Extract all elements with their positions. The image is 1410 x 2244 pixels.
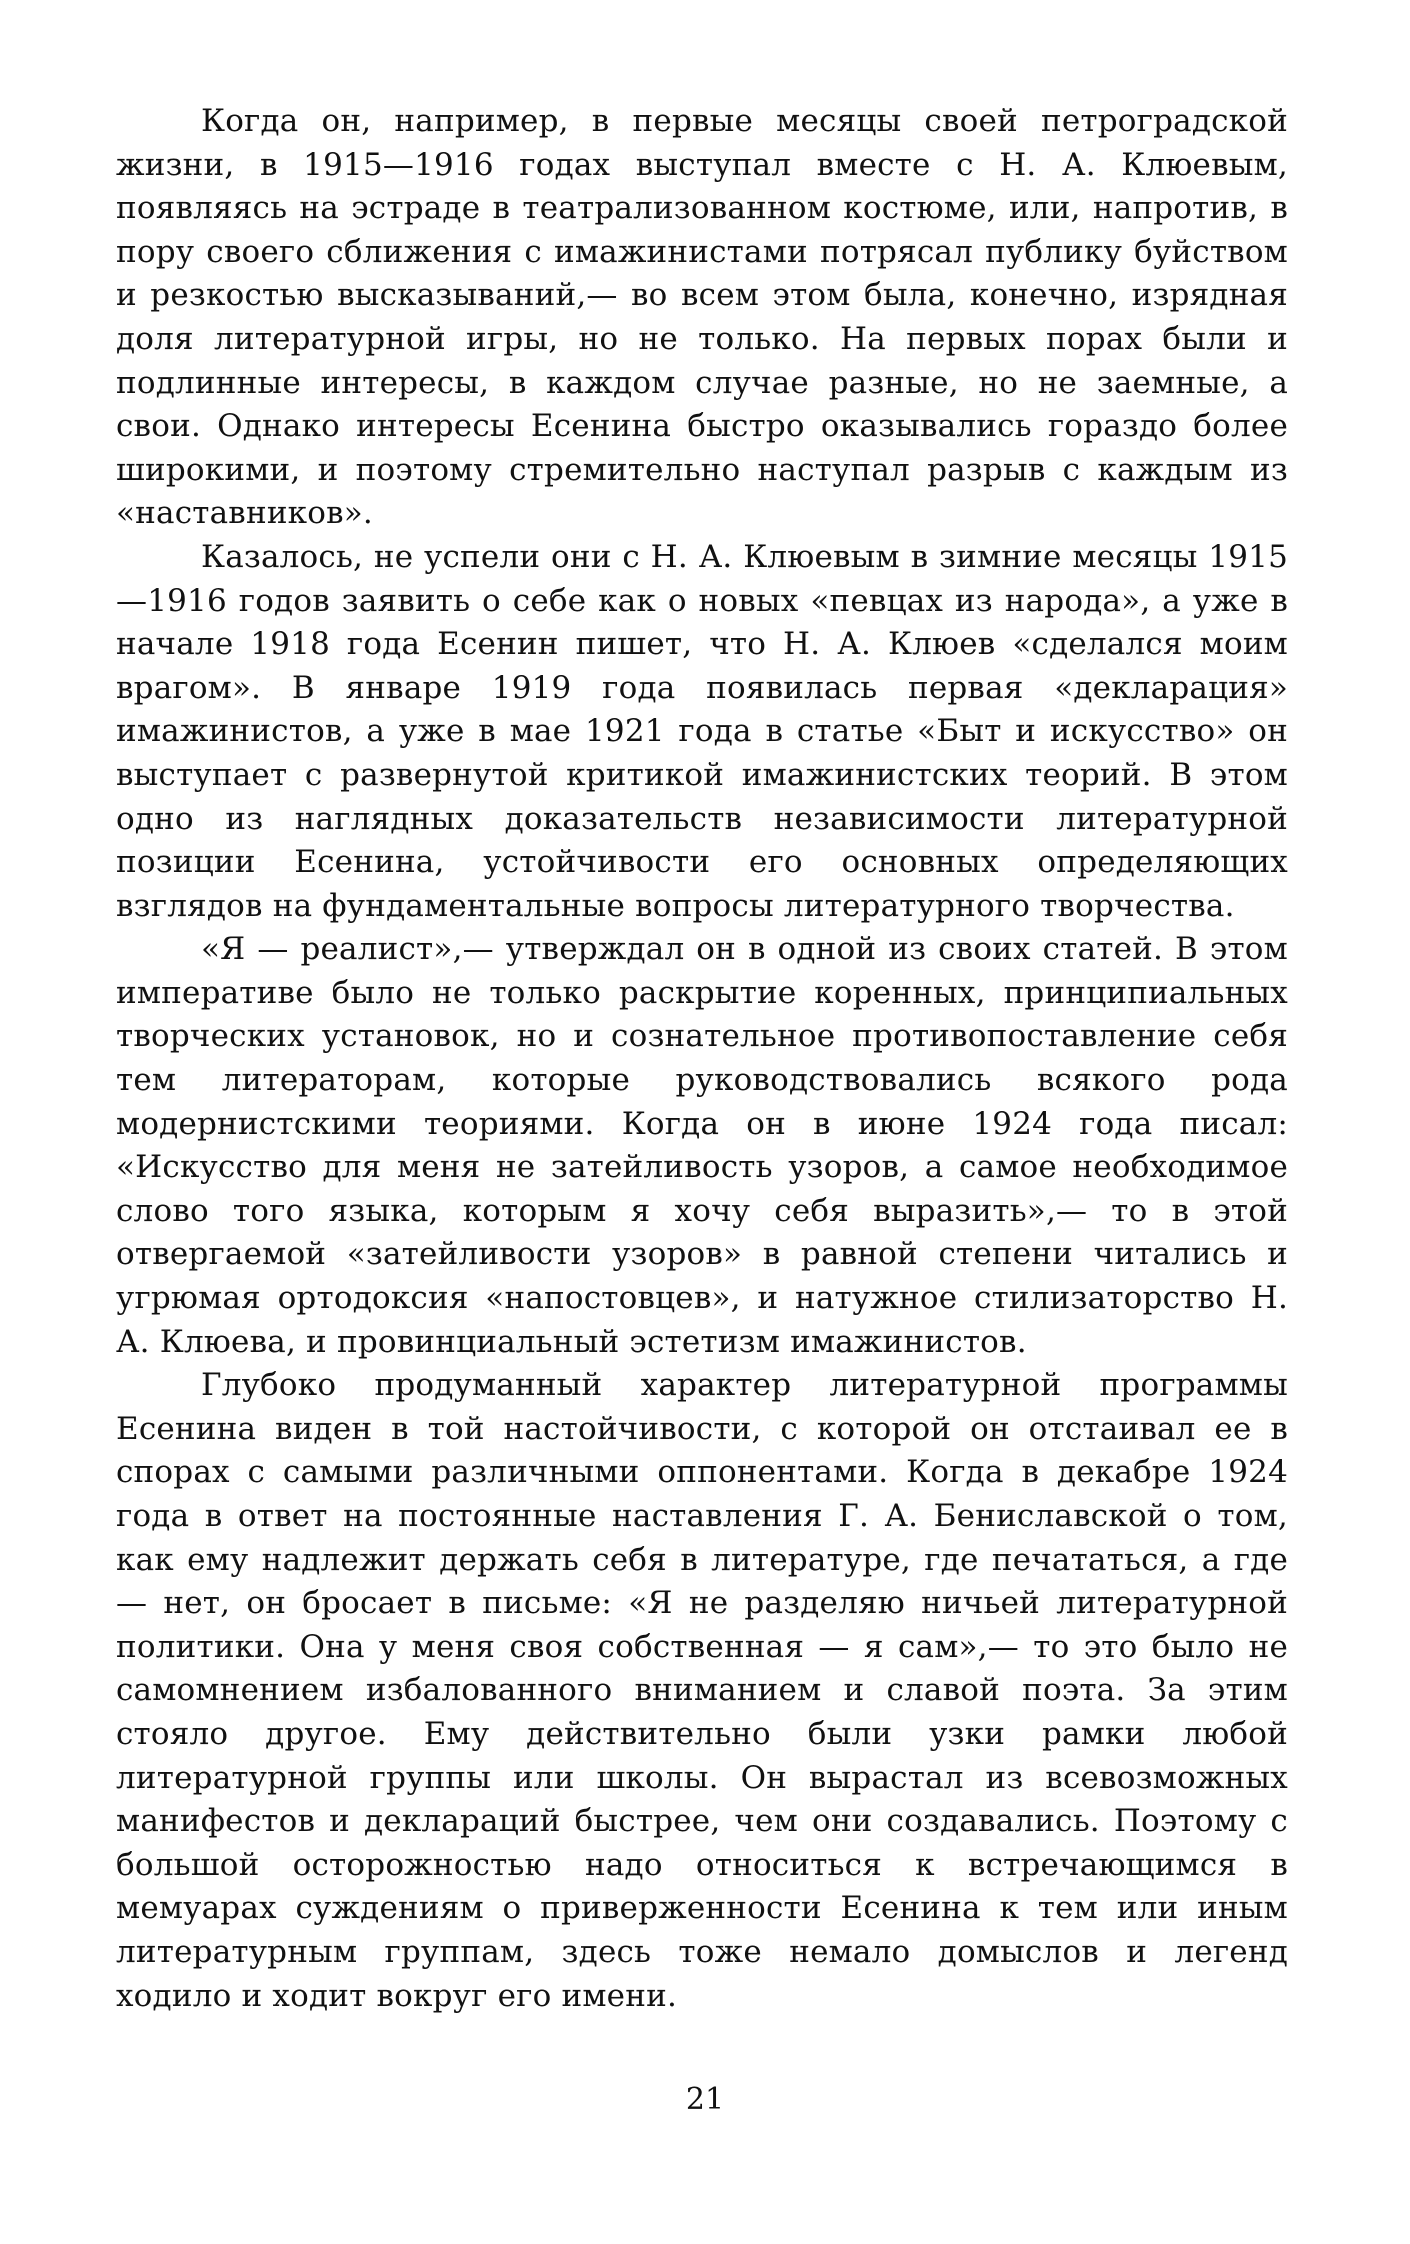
paragraph-3: «Я — реалист»,— утверждал он в одной из своих статей. В этом императиве было не только раскрытие коренных, принципиальных творческих установок, но и сознательное противопоставление себя тем литераторам, которые руководствовались всякого рода модернистскими теориями. Когда он в июне 1924 года писал: «Искусство для меня не затейливость узоров, а самое необходимое слово того языка, которым я хочу себя выразить»,— то в этой отвергаемой «затейливости узоров» в равной степени читались и угрюмая ортодоксия «напостовцев», и натужное стилизаторство Н. А. Клюева, и провинциальный эстетизм имажинистов.	[116, 931, 1288, 1360]
body-text	[116, 100, 1288, 2018]
paragraph-4: Глубоко продуманный характер литературной программы Есенина виден в той настойчивости, с которой он отстаивал ее в спорах с самыми различными оппонентами. Когда в декабре 1924 года в ответ на постоянные наставления Г. А. Бениславской о том, как ему надлежит держать себя в литературе, где печататься, а где — нет, он бросает в письме: «Я не разделяю ничьей литературной политики. Она у меня своя собственная — я сам»,— то это было не самомнением избалованного вниманием и славой поэта. За этим стояло другое. Ему действительно были узки рамки любой литературной группы или школы. Он вырастал из всевозможных манифестов и деклараций быстрее, чем они создавались. Поэтому с большой осторожностью надо относиться к встречающимся в мемуарах суждениям о приверженности Есенина к тем или иным литературным группам, здесь тоже немало домыслов и легенд ходило и ходит вокруг его имени.	[116, 1367, 1288, 2014]
paragraph-1: Когда он, например, в первые месяцы своей петроградской жизни, в 1915—1916 годах выступал вместе с Н. А. Клюевым, появляясь на эстраде в театрализованном костюме, или, напротив, в пору своего сближения с имажинистами потрясал публику буйством и резкостью высказываний,— во всем этом была, конечно, изрядная доля литературной игры, но не только. На первых порах были и подлинные интересы, в каждом случае разные, но не заемные, а свои. Однако интересы Есенина быстро оказывались гораздо более широкими, и поэтому стремительно наступал разрыв с каждым из «наставников».	[116, 103, 1288, 532]
page-number: 21	[685, 2082, 725, 2117]
paragraph-2: Казалось, не успели они с Н. А. Клюевым в зимние месяцы 1915—1916 годов заявить о себе как о новых «певцах из народа», а уже в начале 1918 года Есенин пишет, что Н. А. Клюев «сделался моим врагом». В январе 1919 года появилась первая «декларация» имажинистов, а уже в мае 1921 года в статье «Быт и искусство» он выступает с развернутой критикой имажинистских теорий. В этом одно из наглядных доказательств независимости литературной позиции Есенина, устойчивости его основных определяющих взглядов на фундаментальные вопросы литературного творчества.	[116, 538, 1288, 924]
